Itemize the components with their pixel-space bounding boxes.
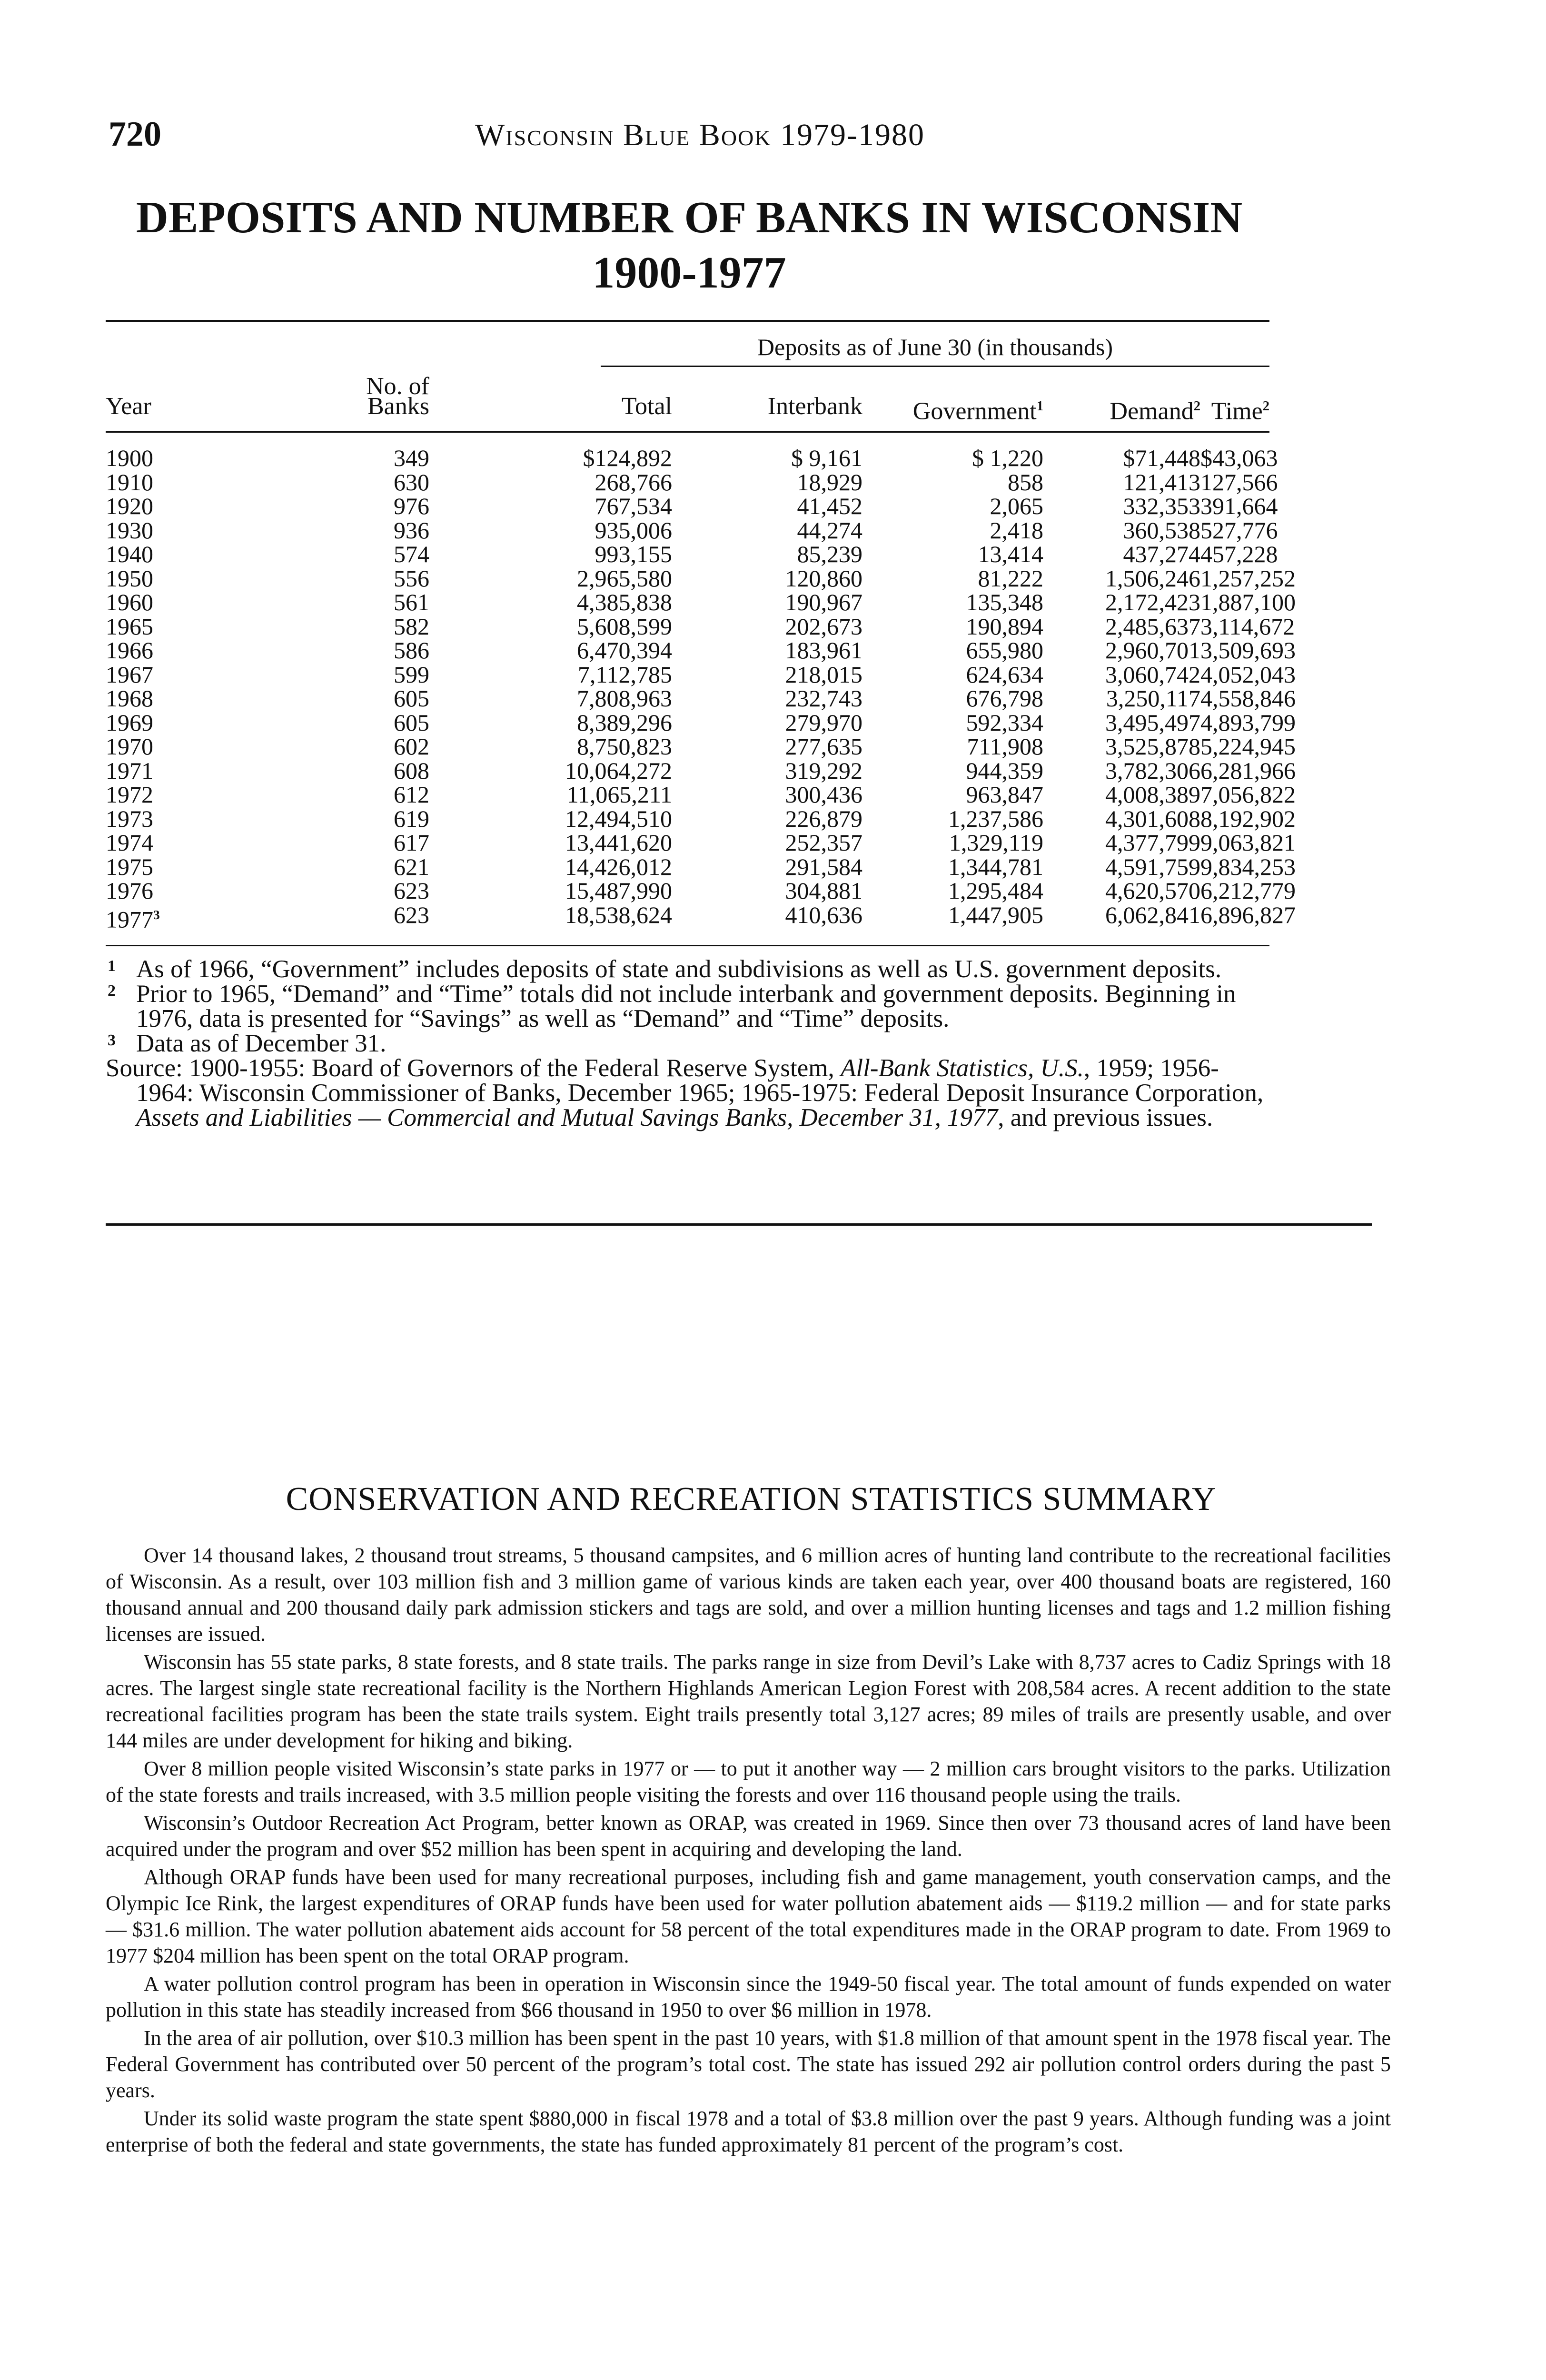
cell-demand: 4,008,389 — [1105, 781, 1200, 808]
cell-demand: 6,062,841 — [1105, 901, 1200, 928]
year-value: 1965 — [106, 613, 153, 640]
paragraph: Although ORAP funds have been used for many recreational purposes, including fish and game management, youth conservation camps, and the Olympic Ice Rink, the largest expenditures of ORAP funds have been used for water pollution abatement aids — $119.2 million — and for state parks — $31.6 million. The water pollution abatement aids account for 58 percent of the total expenditures made in the ORAP program to date. From 1969 to 1977 $204 million has been spent on the total ORAP program. — [106, 1865, 1391, 1967]
cell-banks: 621 — [394, 853, 429, 880]
source-part: Source: 1900-1955: Board of Governors of the Federal Reserve System, — [106, 1054, 841, 1082]
col-total — [534, 393, 672, 420]
table-row — [106, 638, 1269, 663]
cell-banks: 582 — [394, 613, 429, 640]
source-title: All-Bank Statistics, U.S. — [841, 1054, 1084, 1082]
year-value: 1971 — [106, 757, 153, 784]
cell-year — [106, 663, 201, 687]
year-value: 1966 — [106, 637, 153, 664]
col-government-label: Government — [912, 397, 1037, 425]
footnote-text: As of 1966, “Government” includes deposits of state and subdivisions as well as U.S. government deposits. — [136, 955, 1222, 983]
cell-interbank: 319,292 — [785, 757, 862, 784]
running-title: Wisconsin Blue Book 1979-1980 — [475, 118, 925, 152]
cell-year — [106, 686, 201, 711]
cell-year — [106, 542, 201, 566]
year-value: 1969 — [106, 709, 153, 736]
col-time — [1153, 393, 1269, 425]
paragraph: Wisconsin’s Outdoor Recreation Act Program, better known as ORAP, was created in 1969. Since then over 73 thousand acres of land have been acquired under the program and over $52 million has been spent in acquiring and developing the land. — [106, 1811, 1391, 1861]
table-row — [106, 831, 1269, 855]
footnote-text: Data as of December 31. — [136, 1030, 386, 1057]
paragraph: Over 14 thousand lakes, 2 thousand trout streams, 5 thousand campsites, and 6 million acres of hunting land contribute to the recreational facilities of Wisconsin. As a result, over 103 million fish and 3 million game of various kinds are taken each year, over 400 thousand boats are registered, 160 thousand annual and 200 thousand daily park admission stickers and tags are sold, and over a million hunting licenses and tags and 1.2 million fishing licenses are issued. — [106, 1544, 1391, 1646]
cell-total: 268,766 — [595, 468, 672, 496]
table-row — [106, 711, 1269, 735]
bottom-rule — [106, 945, 1269, 946]
cell-year — [106, 494, 201, 518]
source-part: , 1959; 1956-1964: Wisconsin Commissioner of Banks, December 1965; 1965-1975: Federal Deposit Insurance Corporation, — [136, 1054, 1264, 1107]
table-row — [106, 518, 1269, 543]
year-value: 1950 — [106, 565, 153, 592]
footnote-2 — [106, 982, 1269, 1031]
cell-interbank: 202,673 — [785, 613, 862, 640]
cell-government: 624,634 — [966, 661, 1043, 688]
cell-banks: 605 — [394, 685, 429, 712]
table-row — [106, 879, 1269, 903]
cell-total: 6,470,394 — [577, 637, 672, 664]
page-header — [109, 114, 1365, 162]
footnotes — [106, 957, 1269, 1130]
cell-demand: 3,525,878 — [1105, 733, 1200, 760]
cell-banks: 349 — [394, 445, 429, 471]
cell-total: 993,155 — [595, 541, 672, 567]
cell-demand: 2,172,423 — [1105, 589, 1200, 615]
cell-banks: 602 — [394, 733, 429, 760]
table-row — [106, 855, 1269, 879]
year-value: 1973 — [106, 805, 153, 832]
table-row — [106, 615, 1269, 639]
cell-total: 5,608,599 — [577, 613, 672, 640]
cell-demand: 437,274 — [1123, 541, 1200, 567]
cell-total: 4,385,838 — [577, 589, 672, 615]
cell-year — [106, 734, 201, 759]
cell-banks: 586 — [394, 637, 429, 664]
cell-interbank: 232,743 — [785, 685, 862, 712]
cell-time: 391,664 — [1200, 493, 1278, 519]
cell-banks: 605 — [394, 709, 429, 736]
cell-time: 8,192,902 — [1200, 805, 1296, 832]
cell-banks: 976 — [394, 493, 429, 519]
col-government — [867, 393, 1043, 425]
cell-banks: 623 — [394, 877, 429, 904]
cell-government: 944,359 — [966, 757, 1043, 784]
table-row — [106, 734, 1269, 759]
footnote-mark: 3 — [108, 1031, 116, 1049]
table-row — [106, 494, 1269, 518]
source-part: , and previous issues. — [998, 1104, 1213, 1131]
cell-time: 9,834,253 — [1200, 853, 1296, 880]
cell-interbank: 226,879 — [785, 805, 862, 832]
year-value: 1968 — [106, 685, 153, 712]
paragraph: Wisconsin has 55 state parks, 8 state forests, and 8 state trails. The parks range in size from Devil’s Lake with 8,737 acres to Cadiz Springs with 18 acres. The largest single state recreational facility is the Northern Highlands American Legion Forest with 208,584 acres. A recent addition to the state recreational facilities program has been the state trails system. Eight trails presently total 3,127 acres; 89 miles of trails are presently usable, and over 144 miles are under development for hiking and biking. — [106, 1650, 1391, 1752]
section-divider — [106, 1223, 1372, 1226]
table-title: DEPOSITS AND NUMBER OF BANKS IN WISCONSIN — [136, 193, 1243, 242]
table-row — [106, 566, 1269, 591]
year-value: 1967 — [106, 661, 153, 688]
cell-time: 1,257,252 — [1200, 565, 1296, 592]
cell-time: 4,558,846 — [1200, 685, 1296, 712]
cell-total: 13,441,620 — [565, 829, 672, 856]
col-time-label: Time — [1211, 397, 1263, 425]
cell-banks: 612 — [394, 781, 429, 808]
year-value: 1974 — [106, 829, 153, 856]
year-value: 1975 — [106, 853, 153, 880]
paragraph: Over 8 million people visited Wisconsin’s state parks in 1977 or — to put it another way — 2 million cars brought visitors to the parks. Utilization of the state forests and trails increased, with 3.5 million people visiting the forests and over 116 thousand people using the trails. — [106, 1757, 1391, 1806]
cell-total: 935,006 — [595, 516, 672, 544]
cell-government: 190,894 — [966, 613, 1043, 640]
cell-time: 457,228 — [1200, 541, 1278, 567]
cell-demand: 1,506,246 — [1105, 565, 1200, 592]
cell-time: 1,887,100 — [1200, 589, 1296, 615]
cell-demand: 3,250,117 — [1106, 685, 1200, 712]
cell-government: 711,908 — [967, 733, 1043, 760]
table-row — [106, 686, 1269, 711]
col-interbank — [701, 393, 862, 420]
cell-banks: 599 — [394, 661, 429, 688]
table-body — [106, 445, 1296, 933]
cell-year — [106, 855, 201, 879]
cell-interbank: 279,970 — [785, 709, 862, 736]
cell-total: 7,808,963 — [577, 685, 672, 712]
cell-total: 14,426,012 — [565, 853, 672, 880]
cell-government: 655,980 — [966, 637, 1043, 664]
cell-demand: 4,301,608 — [1105, 805, 1200, 832]
cell-total: 12,494,510 — [565, 805, 672, 832]
cell-banks: 608 — [394, 757, 429, 784]
cell-banks: 619 — [394, 805, 429, 832]
cell-interbank: 252,357 — [785, 829, 862, 856]
cell-time: 3,114,672 — [1200, 613, 1295, 640]
table-row — [106, 542, 1269, 566]
table-row — [106, 783, 1269, 807]
cell-demand: 332,353 — [1123, 493, 1200, 519]
footnote-mark: 2 — [108, 982, 116, 1000]
col-year: Year — [106, 393, 151, 420]
cell-demand: 4,620,570 — [1105, 877, 1200, 904]
col-total-label: Total — [621, 393, 672, 420]
cell-government: 963,847 — [966, 781, 1043, 808]
footnote-text: Prior to 1965, “Demand” and “Time” totals did not include interbank and government deposits. Beginning in 1976, data is presented for “Savings” as well as “Demand” and “Time” deposits. — [136, 980, 1236, 1032]
cell-government: 592,334 — [966, 709, 1043, 736]
cell-demand: 2,960,701 — [1105, 637, 1200, 664]
cell-total: 8,750,823 — [577, 733, 672, 760]
cell-time: 6,281,966 — [1200, 757, 1296, 784]
cell-year — [106, 470, 201, 495]
table-row — [106, 446, 1269, 470]
cell-year — [106, 783, 201, 807]
cell-demand: $71,448 — [1123, 445, 1200, 471]
year-value: 1977 — [106, 906, 153, 933]
top-rule — [106, 320, 1269, 322]
cell-banks: 630 — [394, 468, 429, 496]
cell-interbank: 410,636 — [785, 901, 862, 928]
cell-total: 767,534 — [595, 493, 672, 519]
col-banks-line2: Banks — [367, 393, 429, 420]
cell-government: 81,222 — [978, 565, 1043, 592]
table-row — [106, 759, 1269, 783]
year-note: 3 — [153, 907, 160, 922]
year-value: 1960 — [106, 589, 153, 615]
cell-demand: 3,495,497 — [1105, 709, 1200, 736]
cell-total: 15,487,990 — [565, 877, 672, 904]
cell-total: 10,064,272 — [565, 757, 672, 784]
cell-government: 13,414 — [978, 541, 1043, 567]
cell-interbank: $ 9,161 — [791, 445, 862, 471]
source-note — [106, 1056, 1269, 1130]
cell-year — [106, 807, 201, 831]
cell-total: 11,065,211 — [566, 781, 672, 808]
cell-time: 6,212,779 — [1200, 877, 1296, 904]
cell-interbank: 304,881 — [785, 877, 862, 904]
cell-interbank: 41,452 — [797, 493, 862, 519]
cell-government: 676,798 — [966, 685, 1043, 712]
cell-year — [106, 446, 201, 470]
cell-time: 527,776 — [1200, 516, 1278, 544]
paragraph: In the area of air pollution, over $10.3 million has been spent in the past 10 years, with $1.8 million of that amount spent in the 1978 fiscal year. The Federal Government has contributed over 50 percent of the program’s total cost. The state has issued 292 air pollution control orders during the past 5 years. — [106, 2026, 1391, 2102]
cell-government: 858 — [1008, 468, 1043, 496]
cell-year — [106, 590, 201, 615]
cell-demand: 4,377,799 — [1105, 829, 1200, 856]
col-demand-note: 2 — [1193, 399, 1200, 414]
cell-interbank: 300,436 — [785, 781, 862, 808]
header-rule — [106, 431, 1269, 433]
year-value: 1930 — [106, 516, 153, 544]
caption-rule — [601, 366, 1269, 367]
cell-interbank: 277,635 — [785, 733, 862, 760]
paragraph: Under its solid waste program the state spent $880,000 in fiscal 1978 and a total of $3.8 million over the past 9 years. Although funding was a joint enterprise of both the federal and state governments, the state has funded approximately 81 percent of the program’s cost. — [106, 2107, 1391, 2156]
deposits-caption: Deposits as of June 30 (in thousands) — [757, 334, 1113, 360]
cell-total: 18,538,624 — [565, 901, 672, 928]
cell-demand: 2,485,637 — [1105, 613, 1200, 640]
footnote-mark: 1 — [108, 957, 116, 975]
cell-total: 2,965,580 — [577, 565, 672, 592]
cell-banks: 936 — [394, 516, 429, 544]
col-government-note: 1 — [1036, 399, 1043, 414]
cell-year — [106, 518, 201, 543]
cell-demand: 3,060,742 — [1105, 661, 1200, 688]
cell-interbank: 44,274 — [797, 516, 862, 544]
cell-government: 1,295,484 — [948, 877, 1043, 904]
cell-demand: 4,591,759 — [1105, 853, 1200, 880]
cell-year — [106, 638, 201, 663]
cell-time: 127,566 — [1200, 468, 1278, 496]
cell-government: 1,344,781 — [948, 853, 1043, 880]
cell-demand: 360,538 — [1123, 516, 1200, 544]
cell-time: $43,063 — [1200, 445, 1278, 471]
table-title-years: 1900-1977 — [592, 248, 786, 298]
cell-total: 7,112,785 — [577, 661, 672, 688]
cell-government: 135,348 — [966, 589, 1043, 615]
cell-demand: 3,782,306 — [1105, 757, 1200, 784]
cell-interbank: 183,961 — [785, 637, 862, 664]
year-value: 1920 — [106, 493, 153, 519]
cell-year — [106, 711, 201, 735]
cell-time: 9,063,821 — [1200, 829, 1296, 856]
cell-government: 2,418 — [990, 516, 1043, 544]
table-row — [106, 663, 1269, 687]
cell-banks: 561 — [394, 589, 429, 615]
deposits-data — [106, 445, 1296, 933]
cell-banks: 556 — [394, 565, 429, 592]
cell-time: 7,056,822 — [1200, 781, 1296, 808]
cell-time: 5,224,945 — [1200, 733, 1296, 760]
cell-interbank: 190,967 — [785, 589, 862, 615]
cell-time: 6,896,827 — [1200, 901, 1296, 928]
cell-interbank: 120,860 — [785, 565, 862, 592]
year-value: 1910 — [106, 468, 153, 496]
cell-year — [106, 566, 201, 591]
cell-interbank: 218,015 — [785, 661, 862, 688]
table-row — [106, 470, 1269, 495]
cell-year — [106, 759, 201, 783]
year-value: 1972 — [106, 781, 153, 808]
cell-year — [106, 879, 201, 903]
footnote-3 — [106, 1031, 1269, 1056]
cell-time: 4,052,043 — [1200, 661, 1296, 688]
source-title: Assets and Liabilities — Commercial and Mutual Savings Banks, December 31, 1977 — [136, 1104, 998, 1131]
cell-government: 1,329,119 — [949, 829, 1043, 856]
year-value: 1900 — [106, 445, 153, 471]
col-banks-line1: No. of — [366, 373, 429, 400]
cell-year — [106, 615, 201, 639]
footnote-1 — [106, 957, 1269, 982]
col-demand-label: Demand — [1110, 397, 1194, 425]
cell-government: $ 1,220 — [972, 445, 1043, 471]
table-row — [106, 807, 1269, 831]
cell-government: 1,237,586 — [948, 805, 1043, 832]
year-value: 1940 — [106, 541, 153, 567]
cell-total: 8,389,296 — [577, 709, 672, 736]
cell-banks: 574 — [394, 541, 429, 567]
cell-time: 4,893,799 — [1200, 709, 1296, 736]
paragraph: A water pollution control program has been in operation in Wisconsin since the 1949-50 fiscal year. The total amount of funds expended on water pollution in this state has steadily increased from $66 thousand in 1950 to over $6 million in 1978. — [106, 1972, 1391, 2022]
cell-government: 2,065 — [990, 493, 1043, 519]
cell-demand: 121,413 — [1123, 468, 1200, 496]
conservation-body — [106, 1542, 1391, 2160]
cell-banks: 617 — [394, 829, 429, 856]
cell-total: $124,892 — [583, 445, 672, 471]
col-time-note: 2 — [1262, 399, 1269, 414]
page-number: 720 — [109, 115, 161, 154]
table-row — [106, 590, 1269, 615]
cell-year — [106, 903, 201, 932]
cell-interbank: 291,584 — [785, 853, 862, 880]
cell-interbank: 18,929 — [797, 468, 862, 496]
year-value: 1970 — [106, 733, 153, 760]
col-interbank-label: Interbank — [767, 393, 862, 420]
table-row — [106, 903, 1269, 932]
year-value: 1976 — [106, 877, 153, 904]
cell-interbank: 85,239 — [797, 541, 862, 567]
cell-year — [106, 831, 201, 855]
conservation-title: CONSERVATION AND RECREATION STATISTICS SUMMARY — [286, 1481, 1217, 1517]
cell-government: 1,447,905 — [948, 901, 1043, 928]
cell-banks: 623 — [394, 901, 429, 928]
cell-time: 3,509,693 — [1200, 637, 1296, 664]
